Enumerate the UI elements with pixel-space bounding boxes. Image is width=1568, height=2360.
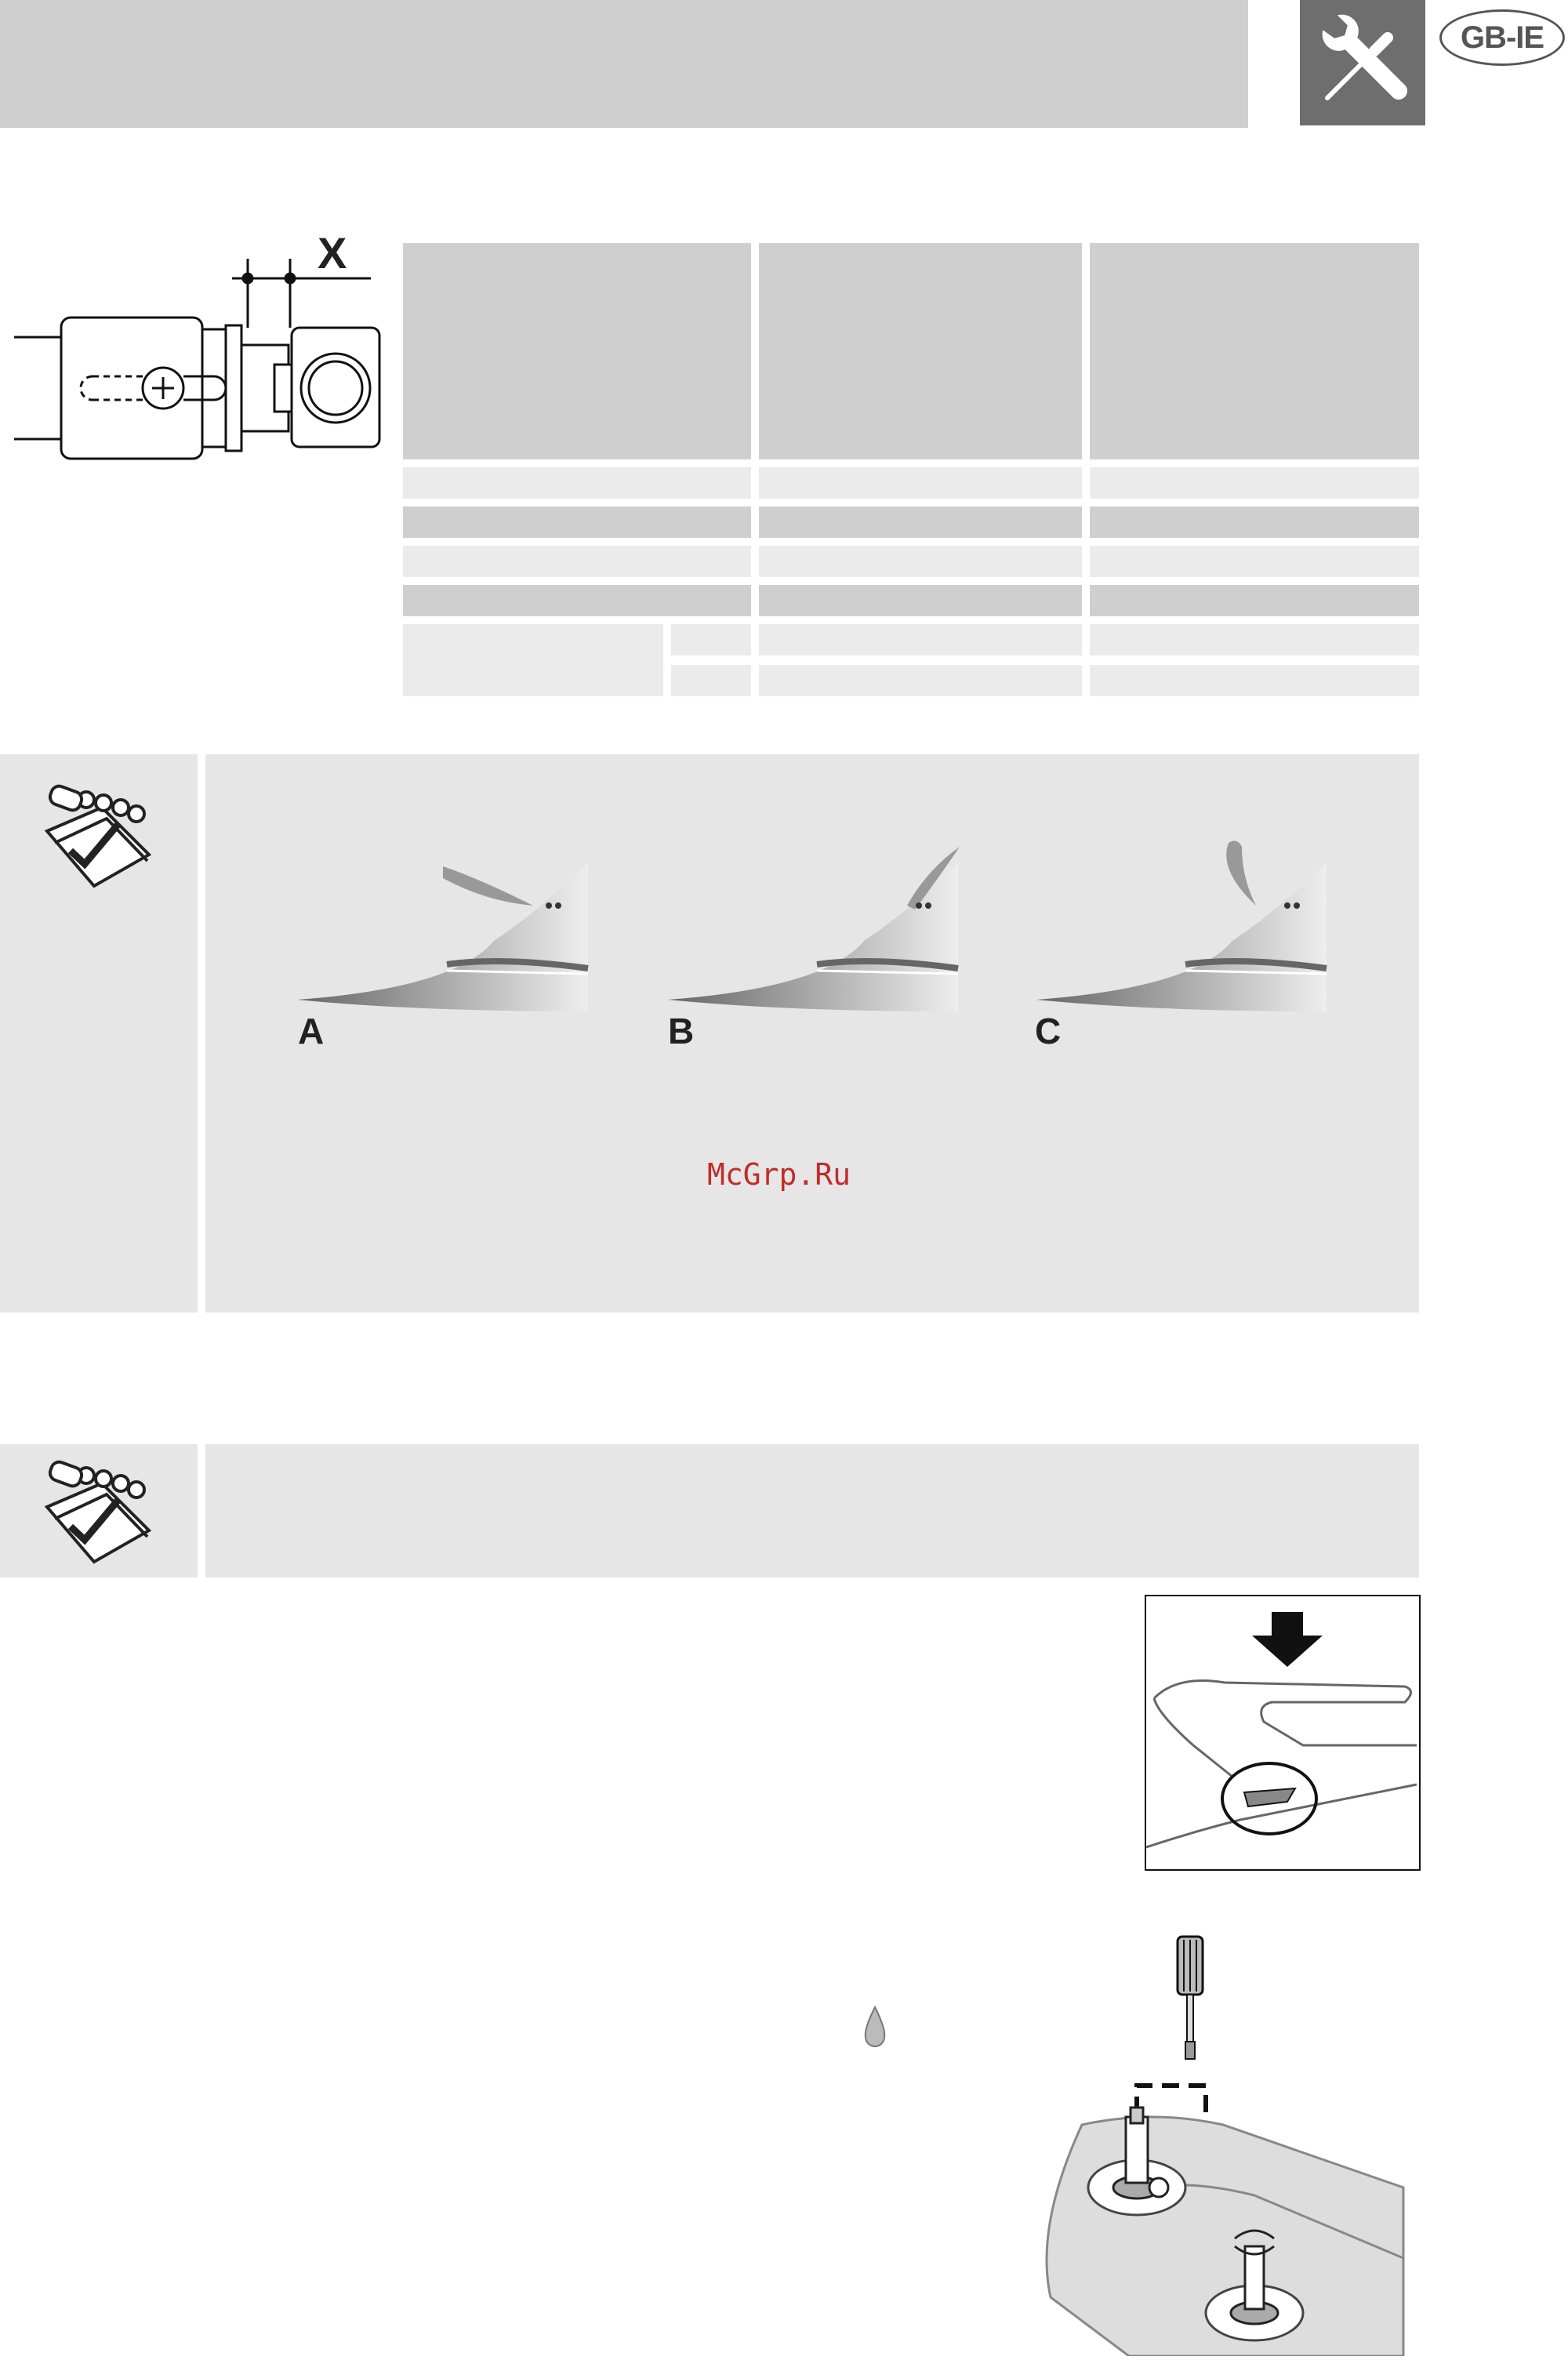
table-header-cell — [403, 243, 751, 459]
table-cell — [671, 624, 751, 655]
screwdriver-icon — [1178, 1937, 1203, 2059]
flame-illustration-b — [668, 831, 966, 1019]
region-badge: GB-IE — [1439, 9, 1565, 66]
table-cell — [1090, 585, 1419, 616]
flame-illustration-a — [298, 831, 596, 1019]
gas-drop-icon — [862, 2006, 887, 2050]
down-arrow-icon — [1252, 1612, 1323, 1667]
table-cell — [759, 585, 1082, 616]
table-header-cell — [1090, 243, 1419, 459]
table-cell — [1090, 546, 1419, 577]
wrench-screwdriver-icon — [1300, 0, 1425, 125]
table-cell — [403, 624, 663, 696]
watermark: McGrp.Ru — [707, 1157, 851, 1192]
notepad-check-icon — [39, 776, 158, 895]
table-cell — [671, 665, 751, 696]
note-sidebar-2 — [0, 1444, 198, 1578]
table-cell — [1090, 467, 1419, 499]
dimension-label-x: X — [318, 228, 347, 278]
table-cell — [759, 506, 1082, 538]
flame-illustration-c — [1036, 831, 1334, 1019]
table-cell — [403, 506, 751, 538]
table-cell — [1090, 624, 1419, 655]
notepad-check-icon — [39, 1452, 158, 1571]
table-cell — [759, 467, 1082, 499]
flame-label-c: C — [1035, 1011, 1062, 1051]
table-cell — [1090, 665, 1419, 696]
header-bar — [0, 0, 1248, 128]
flame-label-a: A — [298, 1011, 325, 1051]
table-header-cell — [759, 243, 1082, 459]
table-cell — [403, 585, 751, 616]
valve-adjustment-diagram — [14, 227, 390, 463]
table-cell — [1090, 506, 1419, 538]
table-cell — [759, 665, 1082, 696]
table-cell — [403, 546, 751, 577]
table-cell — [759, 546, 1082, 577]
second-note-panel — [205, 1444, 1419, 1578]
flame-label-b: B — [668, 1011, 695, 1051]
tap-adjustment-diagram — [1035, 1929, 1419, 2356]
note-sidebar — [0, 754, 198, 1313]
table-cell — [759, 624, 1082, 655]
table-cell — [403, 467, 751, 499]
burner-cap-diagram — [1145, 1595, 1421, 1871]
